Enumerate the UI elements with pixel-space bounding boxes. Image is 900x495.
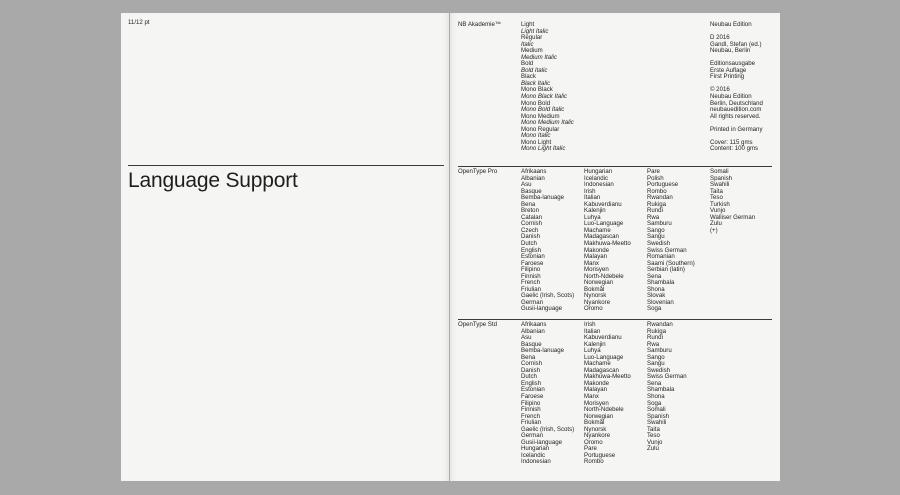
colophon-line: Gandl, Stefan (ed.) — [710, 40, 762, 48]
language-name: Walliser German — [710, 213, 756, 221]
language-name: Rombo — [647, 187, 667, 195]
style-name: Mono Black — [521, 86, 553, 94]
language-name: Soga — [647, 305, 662, 313]
language-name: Rundi — [647, 334, 663, 342]
language-name: Manx — [584, 259, 599, 267]
colophon-line: Cover: 115 gms — [710, 138, 753, 146]
style-name: Bold Italic — [521, 66, 548, 74]
opentype-std-label: OpenType Std — [458, 321, 497, 328]
colophon-line: © 2016 — [710, 86, 730, 94]
language-name: Hungarian — [521, 445, 550, 453]
language-name: Samburu — [647, 347, 672, 355]
language-name: Irish — [584, 187, 596, 195]
std-language-column — [521, 322, 574, 466]
language-name: Sena — [647, 379, 662, 387]
language-name: Turkish — [710, 200, 730, 208]
language-name: Swiss German — [647, 373, 687, 381]
language-name: English — [521, 246, 541, 254]
style-name: Italic — [521, 40, 534, 48]
colophon-line: Editionsausgabe — [710, 60, 756, 68]
language-name: Swedish — [647, 366, 671, 374]
language-name: Swedish — [647, 240, 671, 248]
language-name: Rwandan — [647, 194, 673, 202]
language-name: Afrikaans — [521, 321, 547, 328]
family-label: NB Akademie™ — [458, 21, 502, 28]
style-name: Medium Italic — [521, 53, 557, 61]
pro-rule — [458, 166, 772, 167]
language-name: Asu — [521, 181, 532, 189]
language-name: Malayan — [584, 253, 608, 261]
language-name: Soga — [647, 399, 662, 407]
language-name: Cornish — [521, 220, 542, 228]
language-name: Luo-Language — [584, 220, 624, 228]
right-page — [450, 13, 780, 481]
language-name: Sangu — [647, 360, 665, 368]
language-name: Samburu — [647, 220, 672, 228]
language-name: Rwa — [647, 340, 660, 348]
language-name: Filipino — [521, 266, 541, 274]
language-name: Malayan — [584, 386, 608, 394]
language-name: Somali — [710, 168, 729, 175]
colophon-line: Neubau Edition — [710, 21, 752, 28]
style-name: Mono Italic — [521, 132, 551, 140]
language-name: Zulu — [710, 220, 722, 228]
language-name: (+) — [710, 226, 718, 234]
language-name: Sena — [647, 272, 662, 280]
style-name: Mono Light Italic — [521, 145, 566, 153]
language-name: Estonian — [521, 386, 545, 394]
pro-language-column — [647, 169, 695, 313]
language-name: Bena — [521, 353, 536, 361]
language-name: Makhuwa-Meetto — [584, 373, 631, 381]
language-name: Finnish — [521, 406, 541, 414]
styles-list — [521, 22, 574, 153]
language-name: Pare — [584, 445, 597, 453]
language-name: Italian — [584, 327, 601, 335]
language-name: Oromo — [584, 305, 603, 313]
language-name: Estonian — [521, 253, 545, 261]
language-name: Makonde — [584, 246, 610, 254]
language-name: Danish — [521, 366, 540, 374]
language-name: Gaelic (Irish, Scots) — [521, 425, 575, 433]
language-name: Bemba-lanuage — [521, 347, 565, 355]
style-name: Mono Bold — [521, 99, 551, 107]
language-name: Rundi — [647, 207, 663, 215]
style-name: Mono Medium — [521, 112, 560, 120]
style-name: Mono Regular — [521, 125, 560, 133]
language-name: Oromo — [584, 438, 603, 446]
std-language-column — [647, 322, 687, 453]
language-name: Hungarian — [584, 168, 613, 175]
language-name: Gusii-language — [521, 305, 562, 313]
style-name: Bold — [521, 60, 534, 68]
language-name: Teso — [710, 194, 723, 202]
language-name: Rukiga — [647, 200, 666, 208]
language-name: North-Ndebele — [584, 406, 624, 414]
style-name: Mono Light — [521, 138, 552, 146]
colophon-line: D 2016 — [710, 34, 730, 42]
language-name: Nynorsk — [584, 425, 607, 433]
language-name: Cornish — [521, 360, 542, 368]
language-name: Albanian — [521, 174, 545, 182]
language-name: Luhya — [584, 213, 601, 221]
colophon-line: Neubau, Berlin — [710, 47, 751, 55]
language-name: Shambala — [647, 386, 675, 394]
style-name: Mono Medium Italic — [521, 119, 574, 127]
language-name: Machame — [584, 360, 611, 368]
language-name: Sangu — [647, 233, 665, 241]
language-name: Finnish — [521, 272, 541, 280]
page-title: Language Support — [128, 169, 298, 192]
language-name: Kalenjin — [584, 340, 606, 348]
language-name: Faroese — [521, 393, 544, 401]
language-name: German — [521, 298, 544, 306]
language-name: Machame — [584, 226, 611, 234]
language-name: Madagascan — [584, 366, 619, 374]
colophon-line: Printed in Germany — [710, 125, 763, 133]
left-rule — [128, 165, 444, 166]
language-name: Madagascan — [584, 233, 619, 241]
language-name: Albanian — [521, 327, 545, 335]
language-name: North-Ndebele — [584, 272, 624, 280]
language-name: Nyankore — [584, 298, 611, 306]
language-name: Norwegian — [584, 279, 614, 287]
pro-language-column — [521, 169, 574, 313]
language-name: Taita — [710, 187, 723, 195]
language-name: Shambala — [647, 279, 675, 287]
language-name: Saami (Southern) — [647, 259, 695, 267]
language-name: Taita — [647, 425, 660, 433]
left-page — [121, 13, 449, 481]
language-name: Friulian — [521, 285, 541, 293]
style-name: Black — [521, 73, 536, 81]
colophon-line: All rights reserved. — [710, 112, 761, 120]
language-name: Romanian — [647, 253, 675, 261]
language-name: Italian — [584, 194, 601, 202]
colophon — [710, 22, 763, 153]
language-name: French — [521, 279, 540, 287]
style-name: Mono Black Italic — [521, 93, 568, 101]
language-name: Vunjo — [710, 207, 726, 215]
language-name: Slovak — [647, 292, 666, 300]
language-name: Rombo — [584, 458, 604, 466]
language-name: Serbian (latin) — [647, 266, 685, 274]
language-name: Nynorsk — [584, 292, 607, 300]
language-name: Icelandic — [584, 174, 609, 182]
style-name: Light — [521, 21, 535, 28]
language-name: Gusii-language — [521, 438, 562, 446]
language-name: Irish — [584, 321, 596, 328]
language-name: Shona — [647, 285, 665, 293]
language-name: Vunjo — [647, 438, 663, 446]
language-name: Indonesian — [521, 458, 551, 466]
language-name: Bokmål — [584, 419, 605, 427]
language-name: Swiss German — [647, 246, 687, 254]
colophon-line: First Printing — [710, 73, 745, 81]
pro-language-column — [584, 169, 631, 313]
std-language-column — [584, 322, 631, 466]
language-name: Indonesian — [584, 181, 614, 189]
language-name: Makhuwa-Meetto — [584, 240, 631, 248]
language-name: Nyankore — [584, 432, 611, 440]
language-name: Filipino — [521, 399, 541, 407]
language-name: Gaelic (Irish, Scots) — [521, 292, 575, 300]
language-name: Friulian — [521, 419, 541, 427]
colophon-line: Erste Auflage — [710, 66, 747, 74]
language-name: Danish — [521, 233, 540, 241]
language-name: Kabuverdianu — [584, 200, 622, 208]
language-name: Kalenjin — [584, 207, 606, 215]
language-name: Somali — [647, 406, 666, 414]
language-name: Spanish — [710, 174, 733, 182]
language-name: French — [521, 412, 540, 420]
colophon-line: neubauedition.com — [710, 106, 762, 114]
language-name: Dutch — [521, 240, 537, 248]
language-name: Swahili — [647, 419, 667, 427]
language-name: Basque — [521, 340, 542, 348]
language-name: Makonde — [584, 379, 610, 387]
language-name: German — [521, 432, 544, 440]
language-name: Pare — [647, 168, 660, 175]
colophon-line: Berlin, Deutschland — [710, 99, 763, 107]
style-name: Black Italic — [521, 79, 551, 87]
language-name: Bokmål — [584, 285, 605, 293]
language-name: Morisyen — [584, 399, 609, 407]
language-name: Rwandan — [647, 321, 673, 328]
style-name: Medium — [521, 47, 543, 55]
language-name: Czech — [521, 226, 539, 234]
language-name: Luo-Language — [584, 353, 624, 361]
language-name: Swahili — [710, 181, 730, 189]
style-name: Regular — [521, 34, 543, 42]
language-name: Sango — [647, 353, 665, 361]
language-name: Icelandic — [521, 451, 546, 459]
language-name: Morisyen — [584, 266, 609, 274]
opentype-pro-label: OpenType Pro — [458, 168, 498, 175]
language-name: Portuguese — [584, 451, 616, 459]
language-name: Zulu — [647, 445, 659, 453]
language-name: Bemba-lanuage — [521, 194, 565, 202]
language-name: Bena — [521, 200, 536, 208]
language-name: Catalan — [521, 213, 543, 221]
style-name: Light Italic — [521, 27, 549, 35]
language-name: Teso — [647, 432, 660, 440]
language-name: Portuguese — [647, 181, 679, 189]
pro-language-column — [710, 169, 755, 234]
language-name: Polish — [647, 174, 664, 182]
language-name: Breton — [521, 207, 539, 215]
style-name: Mono Bold Italic — [521, 106, 565, 114]
folio: 11/12 pt — [128, 19, 150, 26]
std-rule — [458, 319, 772, 320]
language-name: Luhya — [584, 347, 601, 355]
language-name: Basque — [521, 187, 542, 195]
language-name: English — [521, 379, 541, 387]
language-name: Shona — [647, 393, 665, 401]
language-name: Rwa — [647, 213, 660, 221]
language-name: Asu — [521, 334, 532, 342]
colophon-line: Content: 100 gms — [710, 145, 759, 153]
language-name: Kabuverdianu — [584, 334, 622, 342]
language-name: Faroese — [521, 259, 544, 267]
language-name: Sango — [647, 226, 665, 234]
language-name: Spanish — [647, 412, 670, 420]
language-name: Manx — [584, 393, 599, 401]
language-name: Afrikaans — [521, 168, 547, 175]
language-name: Dutch — [521, 373, 537, 381]
language-name: Slovenian — [647, 298, 674, 306]
colophon-line: Neubau Edition — [710, 93, 752, 101]
language-name: Rukiga — [647, 327, 666, 335]
language-name: Norwegian — [584, 412, 614, 420]
